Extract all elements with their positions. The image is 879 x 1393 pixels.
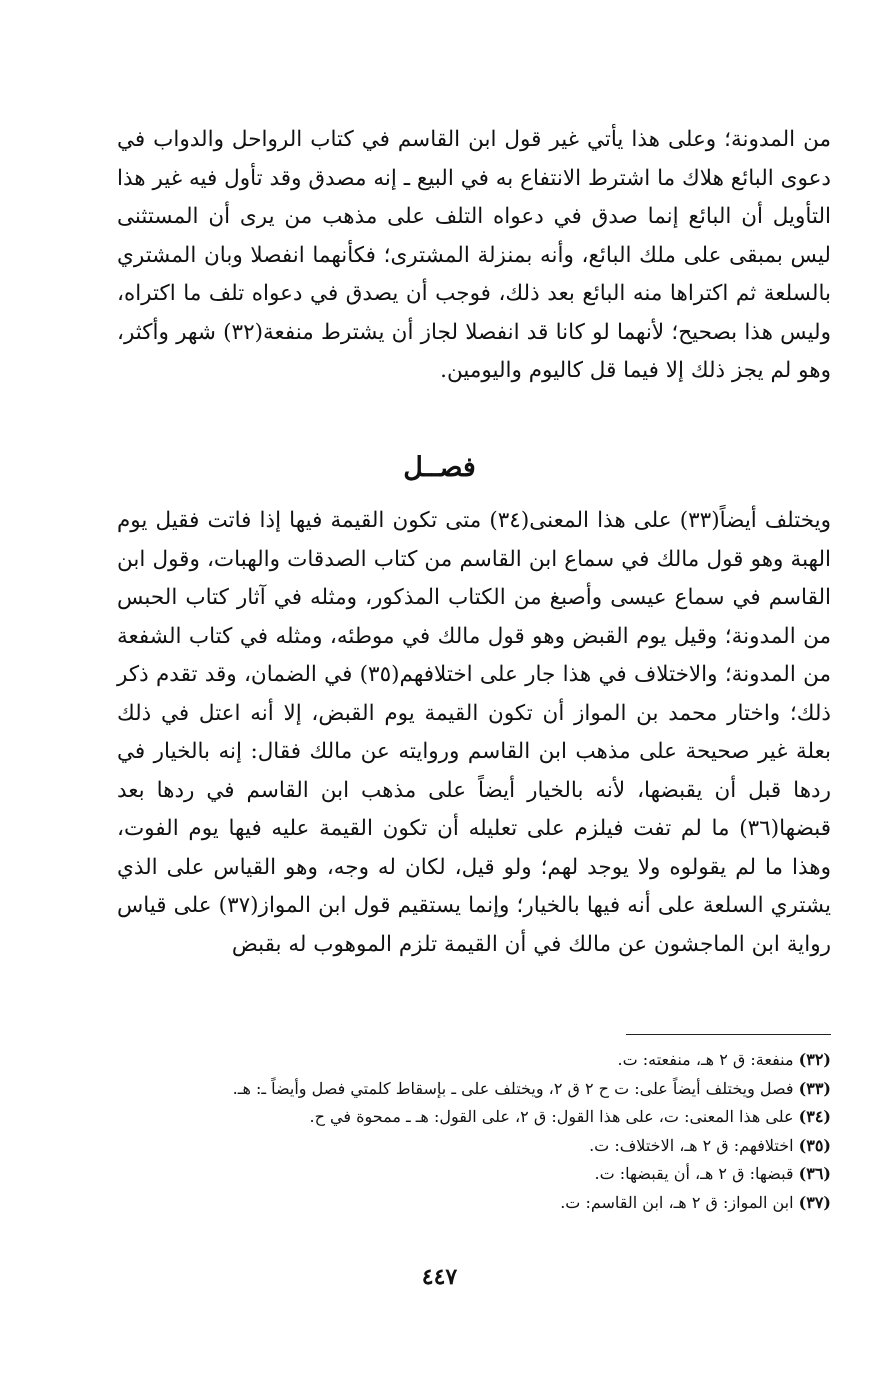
footnote-divider: [626, 1034, 831, 1035]
footnote-number: (٣٥): [798, 1135, 831, 1155]
body-paragraph: ويختلف أيضاً(٣٣) على هذا المعنى(٣٤) متى تكون القيمة فيها إذا فاتت فقيل يوم الهبة وهو قول مالك في سماع ابن القاسم من كتاب الصدقات والهبات، وقول ابن القاسم في سماع عيسى وأصبغ من الكتاب المذكور، ومثله في آثار كتاب الحبس من المدونة؛ وقيل يوم القبض وهو قول مالك في موطئه، ومثله في كتاب الشفعة من المدونة؛ والاختلاف في هذا جار على اختلافهم(٣٥) في الضمان، وقد تقدم ذكر ذلك؛ واختار محمد بن المواز أن تكون القيمة يوم القبض، إلا أنه اعتل في ذلك بعلة غير صحيحة على مذهب ابن القاسم وروايته عن مالك فقال: إنه بالخيار في ردها قبل أن يقبضها، لأنه بالخيار أيضاً على مذهب ابن القاسم في ردها بعد قبضها(٣٦) ما لم تفت فيلزم على تعليله أن تكون القيمة عليه فيها يوم الفوت، وهذا ما لم يقولوه ولا يوجد لهم؛ ولو قيل، لكان له وجه، وهو القياس على الذي يشتري السلعة على أنه فيها بالخيار؛ وإنما يستقيم قول ابن المواز(٣٧) على قياس رواية ابن الماجشون عن مالك في أن القيمة تلزم الموهوب له بقبض: [117, 508, 832, 957]
footnote-item: [117, 1132, 831, 1161]
footnote-item: [117, 1075, 831, 1104]
footnote-text: منفعة: ق ٢ هـ، منفعته: ت.: [617, 1050, 794, 1069]
footnote-number: (٣٤): [798, 1107, 831, 1126]
footnote-number: (٣٦): [798, 1164, 831, 1183]
footnote-item: [117, 1103, 831, 1132]
footnote-text: قبضها: ق ٢ هـ، أن يقبضها: ت.: [594, 1164, 794, 1183]
footnote-item: [117, 1046, 831, 1075]
footnotes-list: [117, 1046, 831, 1217]
footnote-item: [117, 1189, 831, 1218]
page-number: ٤٤٧: [421, 1264, 458, 1290]
footnote-text: ابن المواز: ق ٢ هـ، ابن القاسم: ت.: [560, 1192, 794, 1212]
footnote-number: (٣٣): [798, 1078, 831, 1098]
footnote-item: [117, 1160, 831, 1189]
footnote-number: (٣٢): [798, 1050, 831, 1069]
footnote-text: فصل ويختلف أيضاً على: ت ح ٢ ق ٢، ويختلف على ـ بإسقاط كلمتي فصل وأيضاً ـ: هـ.: [232, 1078, 794, 1098]
footnote-text: اختلافهم: ق ٢ هـ، الاختلاف: ت.: [589, 1135, 794, 1155]
footnote-number: (٣٧): [798, 1192, 831, 1212]
top-paragraph: من المدونة؛ وعلى هذا يأتي غير قول ابن القاسم في كتاب الرواحل والدواب في دعوى البائع هلاك ما اشترط الانتفاع به في البيع ـ إنه مصدق وقد تأول فيه غير هذا التأويل أن البائع إنما صدق في دعواه التلف على مذهب من يرى أن المستثنى ليس بمبقى على ملك البائع، وأنه بمنزلة المشترى؛ فكأنهما انفصلا وبان المشتري بالسلعة ثم اكتراها منه البائع بعد ذلك، فوجب أن يصدق في دعواه تلف ما اكتراه، وليس هذا بصحيح؛ لأنهما لو كانا قد انفصلا لجاز أن يشترط منفعة(٣٢) شهر وأكثر، وهو لم يجز ذلك إلا فيما قل كاليوم واليومين.: [117, 127, 831, 383]
footnote-text: على هذا المعنى: ت، على هذا القول: ق ٢، على القول: هـ ـ ممحوة في ح.: [309, 1107, 794, 1126]
section-heading: فصــل: [403, 452, 476, 483]
